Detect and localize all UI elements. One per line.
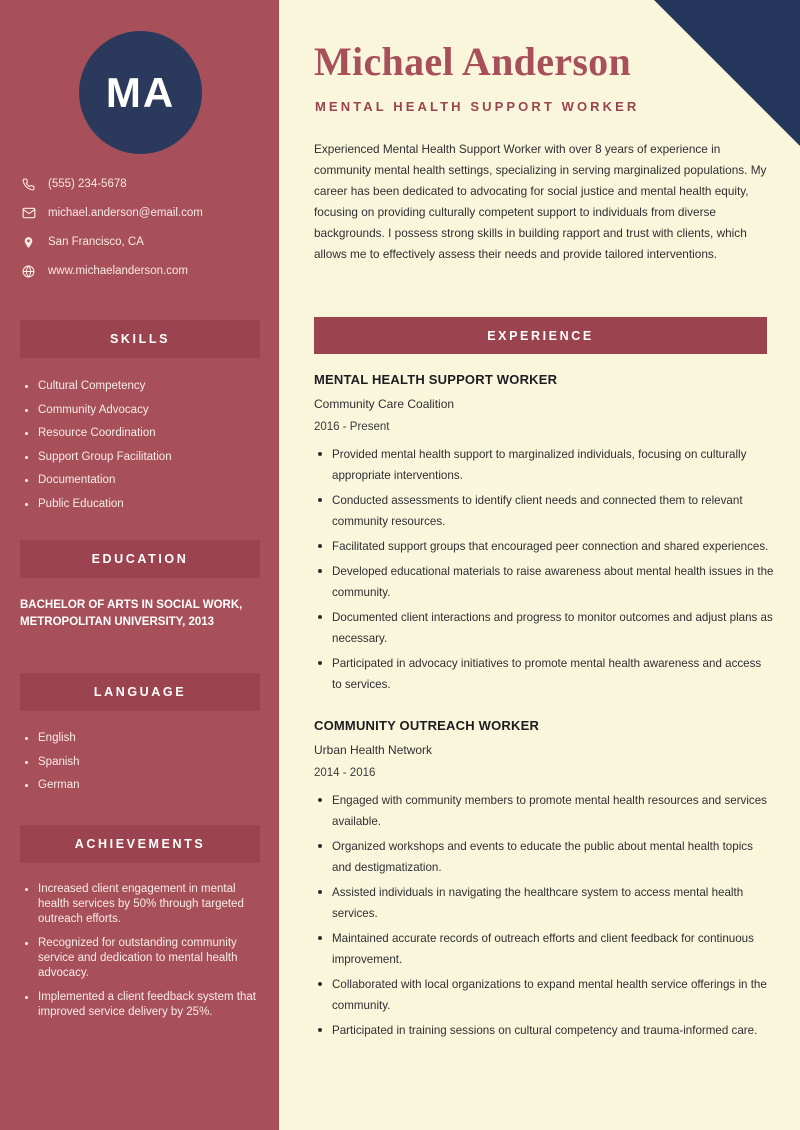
contact-website[interactable] bbox=[22, 263, 272, 279]
sidebar bbox=[0, 0, 279, 1130]
achievements-heading: ACHIEVEMENTS bbox=[20, 825, 260, 863]
contact-phone[interactable] bbox=[22, 176, 272, 192]
contact-email-text: michael.anderson@email.com bbox=[48, 207, 203, 219]
corner-decoration bbox=[654, 0, 800, 146]
experience-entry-1 bbox=[314, 372, 774, 699]
globe-icon bbox=[22, 263, 44, 279]
education-entry: BACHELOR OF ARTS IN SOCIAL WORK, METROPOLITAN UNIVERSITY, 2013 bbox=[20, 599, 243, 628]
list-item: Organized workshops and events to educate the public about mental health topics and destigmatization. bbox=[314, 836, 774, 878]
main-content bbox=[279, 0, 800, 1130]
contact-list bbox=[22, 176, 272, 292]
list-item: Cultural Competency bbox=[22, 379, 267, 394]
list-item: Implemented a client feedback system that improved service delivery by 25%. bbox=[22, 990, 267, 1020]
list-item: Participated in training sessions on cultural competency and trauma-informed care. bbox=[314, 1020, 774, 1041]
phone-icon bbox=[22, 176, 44, 192]
list-item: Maintained accurate records of outreach efforts and client feedback for continuous improvement. bbox=[314, 928, 774, 970]
job-organization: Community Care Coalition bbox=[314, 397, 455, 411]
experience-heading: EXPERIENCE bbox=[314, 317, 767, 354]
skills-list bbox=[22, 379, 267, 520]
job-organization: Urban Health Network bbox=[314, 743, 433, 757]
list-item: Collaborated with local organizations to expand mental health service offerings in the community. bbox=[314, 974, 774, 1016]
list-item: English bbox=[22, 731, 267, 746]
professional-summary: Experienced Mental Health Support Worker with over 8 years of experience in community mental health settings, specializing in serving marginalized populations. My career has been dedicated to advocating for social justice and mental health equity, focusing on providing culturally competent support to individuals from diverse backgrounds. I possess strong skills in building rapport and trust with clients, which allows me to effectively assess their needs and provide tailored interventions. bbox=[314, 142, 767, 261]
list-item: Community Advocacy bbox=[22, 403, 267, 418]
experience-entry-2 bbox=[314, 718, 774, 1045]
list-item: Developed educational materials to raise awareness about mental health issues in the community. bbox=[314, 561, 774, 603]
education-heading: EDUCATION bbox=[20, 540, 260, 578]
list-item: Participated in advocacy initiatives to promote mental health awareness and access to services. bbox=[314, 653, 774, 695]
job-role-subtitle: MENTAL HEALTH SUPPORT WORKER bbox=[315, 99, 640, 114]
list-item: Increased client engagement in mental health services by 50% through targeted outreach efforts. bbox=[22, 882, 267, 927]
job-dates: 2014 - 2016 bbox=[314, 767, 376, 779]
list-item: Recognized for outstanding community service and dedication to mental health advocacy. bbox=[22, 936, 267, 981]
skills-heading: SKILLS bbox=[20, 320, 260, 358]
job-title: MENTAL HEALTH SUPPORT WORKER bbox=[314, 372, 558, 387]
list-item: Documentation bbox=[22, 473, 267, 488]
list-item: Resource Coordination bbox=[22, 426, 267, 441]
contact-email[interactable] bbox=[22, 205, 272, 221]
list-item: Facilitated support groups that encouraged peer connection and shared experiences. bbox=[314, 536, 774, 557]
list-item: Support Group Facilitation bbox=[22, 450, 267, 465]
achievements-list bbox=[22, 882, 267, 1029]
list-item: Spanish bbox=[22, 755, 267, 770]
language-heading: LANGUAGE bbox=[20, 673, 260, 711]
envelope-icon bbox=[22, 205, 44, 221]
language-list bbox=[22, 731, 267, 802]
contact-location[interactable] bbox=[22, 234, 272, 250]
job-responsibilities bbox=[314, 444, 774, 695]
list-item: German bbox=[22, 778, 267, 793]
avatar-initials: MA bbox=[105, 68, 176, 116]
page-title: Michael Anderson bbox=[314, 39, 632, 84]
job-responsibilities bbox=[314, 790, 774, 1041]
list-item: Public Education bbox=[22, 497, 267, 512]
list-item: Documented client interactions and progress to monitor outcomes and adjust plans as necessary. bbox=[314, 607, 774, 649]
contact-website-text: www.michaelanderson.com bbox=[48, 265, 188, 277]
list-item: Engaged with community members to promote mental health resources and services available. bbox=[314, 790, 774, 832]
contact-location-text: San Francisco, CA bbox=[48, 236, 144, 248]
avatar bbox=[79, 31, 202, 154]
list-item: Conducted assessments to identify client needs and connected them to relevant community resources. bbox=[314, 490, 774, 532]
location-pin-icon bbox=[22, 234, 44, 250]
job-title: COMMUNITY OUTREACH WORKER bbox=[314, 718, 540, 733]
list-item: Provided mental health support to marginalized individuals, focusing on culturally appropriate interventions. bbox=[314, 444, 774, 486]
contact-phone-text: (555) 234-5678 bbox=[48, 178, 127, 190]
list-item: Assisted individuals in navigating the healthcare system to access mental health services. bbox=[314, 882, 774, 924]
job-dates: 2016 - Present bbox=[314, 421, 390, 433]
